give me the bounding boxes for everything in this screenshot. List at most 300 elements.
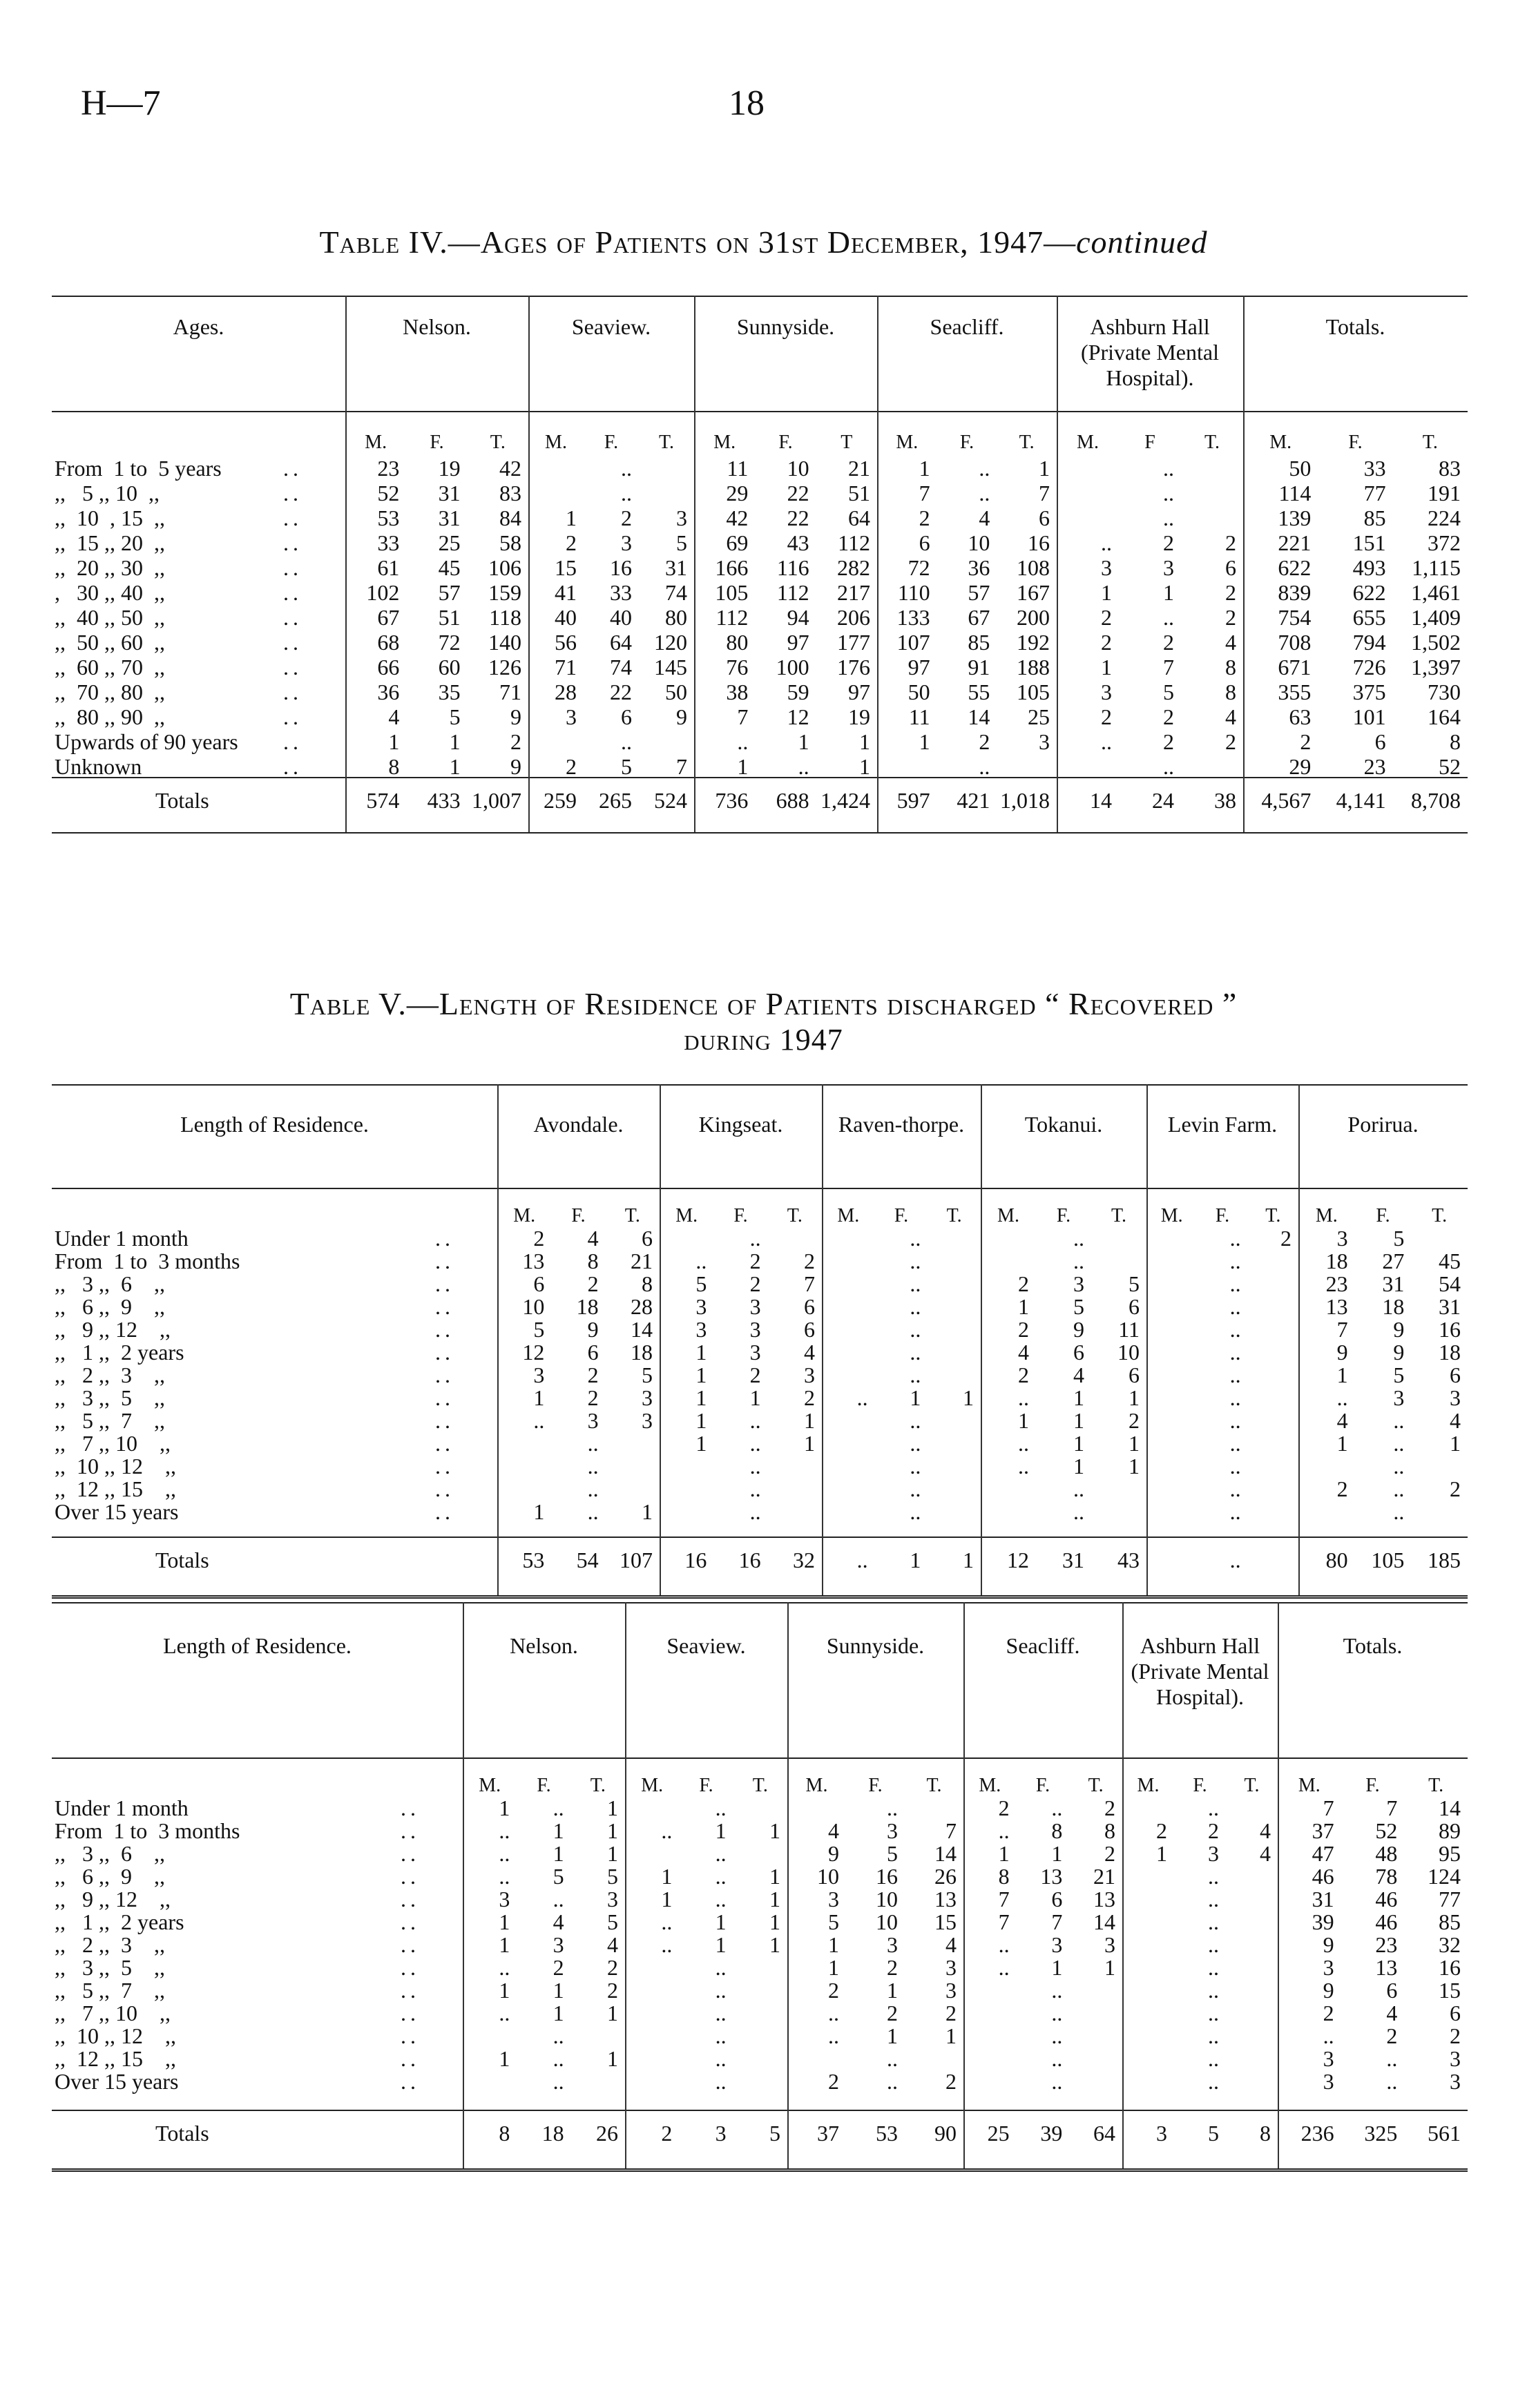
table-cell: 53 <box>377 505 400 530</box>
table-cell: .. <box>910 1408 921 1433</box>
row-label: ,, 3 ,, 6 ,, <box>55 1841 165 1866</box>
table-cell: 108 <box>1016 555 1050 580</box>
table-cell: 1 <box>1051 1841 1063 1866</box>
table-cell: 164 <box>1427 704 1461 729</box>
table-cell: 21 <box>630 1249 653 1273</box>
table-cell: 2 <box>587 1362 599 1387</box>
table-cell: .. <box>910 1317 921 1342</box>
table-cell: 3 <box>1163 555 1174 580</box>
sub-column-label: F. <box>1376 1205 1390 1226</box>
table-cell: 1 <box>910 1385 921 1410</box>
table-cell: 54 <box>1438 1271 1461 1296</box>
table-cell: 84 <box>499 505 521 530</box>
column-header: Seacliff. <box>930 314 1004 339</box>
page-number: 18 <box>729 84 765 123</box>
table-cell: 42 <box>726 505 749 530</box>
totals-cell: 3 <box>715 2121 727 2146</box>
table-cell: .. <box>1163 456 1174 481</box>
table-cell: .. <box>749 1226 761 1251</box>
sub-column-label: T. <box>1265 1205 1281 1226</box>
leader-dots: .. <box>283 456 302 481</box>
totals-cell: 5 <box>1208 2121 1219 2146</box>
table-cell: .. <box>1051 2046 1063 2071</box>
table-cell: 1 <box>533 1385 545 1410</box>
table-cell: 45 <box>438 555 461 580</box>
table-cell: 159 <box>488 580 521 605</box>
table-cell: 2 <box>803 1385 815 1410</box>
table-cell: 8 <box>641 1271 653 1296</box>
table-cell: .. <box>1336 1385 1348 1410</box>
table-cell: 1 <box>499 1932 510 1957</box>
totals-cell: 1,007 <box>471 788 521 813</box>
table-cell: 71 <box>555 655 577 680</box>
table-cell: 91 <box>968 655 990 680</box>
totals-cell: 8 <box>499 2121 510 2146</box>
totals-cell: 8,708 <box>1410 788 1461 813</box>
leader-dots: .. <box>435 1362 454 1387</box>
table-cell: 3 <box>945 1955 957 1980</box>
table-cell: 8 <box>587 1249 599 1273</box>
table-cell: .. <box>1051 2001 1063 2025</box>
totals-cell: 53 <box>876 2121 898 2146</box>
table-cell: 47 <box>1312 1841 1334 1866</box>
table-cell: 97 <box>847 680 870 704</box>
table-cell: .. <box>587 1454 599 1478</box>
table-cell: .. <box>499 1841 510 1866</box>
table-cell: 12 <box>522 1340 545 1365</box>
sub-column-label: T. <box>926 1775 942 1796</box>
table-cell: 22 <box>610 680 632 704</box>
table-cell: .. <box>1229 1476 1241 1501</box>
totals-rule <box>52 1537 1468 1538</box>
table-cell: 107 <box>896 630 930 655</box>
table-cell: 112 <box>716 605 749 630</box>
table-cell: 493 <box>1352 555 1386 580</box>
table-cell: 5 <box>641 1362 653 1387</box>
table-cell: 50 <box>1289 456 1312 481</box>
table-cell: 13 <box>1325 1294 1348 1319</box>
table-cell: 224 <box>1427 505 1461 530</box>
table-cell: .. <box>910 1431 921 1456</box>
table-cell: 6 <box>1449 1362 1461 1387</box>
table-cell: 4 <box>1225 704 1236 729</box>
table-cell: 106 <box>488 555 521 580</box>
table-cell: 12 <box>787 704 809 729</box>
table-cell: 151 <box>1352 530 1386 555</box>
table-cell: 1 <box>449 754 461 779</box>
sub-column-label: T. <box>787 1205 803 1226</box>
row-label: From 1 to 3 months <box>55 1818 240 1843</box>
table-cell: .. <box>1229 1362 1241 1387</box>
table-cell: 4 <box>979 505 990 530</box>
table-cell: .. <box>1229 1454 1241 1478</box>
totals-cell: .. <box>1229 1548 1241 1572</box>
table-cell: .. <box>499 1818 510 1843</box>
totals-cell: 37 <box>817 2121 839 2146</box>
row-label: ,, 7 ,, 10 ,, <box>55 1431 171 1456</box>
table-cell: 15 <box>934 1909 957 1934</box>
table-cell: 4 <box>1225 630 1236 655</box>
table-cell: 46 <box>1375 1909 1398 1934</box>
table-cell: 1 <box>553 2001 564 2025</box>
totals-cell: 64 <box>1093 2121 1115 2146</box>
table-cell: 14 <box>1093 1909 1115 1934</box>
totals-label: Totals <box>155 2121 209 2146</box>
table-cell: 8 <box>1225 655 1236 680</box>
table-cell: 40 <box>555 605 577 630</box>
table-cell: 7 <box>998 1887 1010 1911</box>
row-label: ,, 1 ,, 2 years <box>55 1909 184 1934</box>
leader-dots: .. <box>435 1271 454 1296</box>
table-cell: 372 <box>1427 530 1461 555</box>
table-cell: 1,409 <box>1410 605 1461 630</box>
sub-column-label: T. <box>1244 1775 1260 1796</box>
table-cell: .. <box>1229 1226 1241 1251</box>
table-cell: .. <box>715 1955 727 1980</box>
table-cell: 794 <box>1352 630 1386 655</box>
table-cell: .. <box>1073 1249 1084 1273</box>
table-cell: 3 <box>566 704 577 729</box>
table-cell: .. <box>1393 1476 1405 1501</box>
row-label: ,, 5 ,, 10 ,, <box>55 481 160 505</box>
table-cell: 839 <box>1278 580 1312 605</box>
table-cell: 50 <box>907 680 930 704</box>
table-cell: 9 <box>1073 1317 1084 1342</box>
table-cell: 83 <box>1438 456 1461 481</box>
totals-cell: 574 <box>366 788 400 813</box>
table-cell: 1 <box>919 729 930 754</box>
table-cell: .. <box>798 754 809 779</box>
leader-dots: .. <box>435 1226 454 1251</box>
table-cell: 1 <box>553 1978 564 2003</box>
table-cell: .. <box>1163 754 1174 779</box>
sub-column-label: F. <box>1365 1775 1380 1796</box>
totals-cell: 43 <box>1117 1548 1140 1572</box>
table-cell: 57 <box>968 580 990 605</box>
totals-cell: 25 <box>987 2121 1010 2146</box>
bottom-rule <box>52 2168 1468 2172</box>
table-cell: 1 <box>661 1887 673 1911</box>
top-rule <box>52 1602 1468 1603</box>
table4-title-main: Table IV.—Ages of Patients on 31st December, 1947— <box>319 224 1077 260</box>
table-cell: 1 <box>858 729 870 754</box>
table-cell: .. <box>1163 481 1174 505</box>
table-cell: 112 <box>838 530 870 555</box>
totals-cell: 18 <box>541 2121 564 2146</box>
table-cell: 1 <box>1051 1955 1063 1980</box>
table-cell: 3 <box>945 1978 957 2003</box>
column-divider <box>822 1084 823 1595</box>
column-header: Kingseat. <box>698 1112 783 1137</box>
table-cell: 25 <box>438 530 461 555</box>
table-cell: .. <box>1323 2023 1334 2048</box>
table-cell: 6 <box>587 1340 599 1365</box>
table-cell: 200 <box>1016 605 1050 630</box>
totals-cell: 53 <box>522 1548 545 1572</box>
table-cell: 4 <box>1449 1408 1461 1433</box>
table-cell: 50 <box>665 680 687 704</box>
totals-rule <box>52 2110 1468 2111</box>
table-cell: 10 <box>968 530 990 555</box>
table-cell: 2 <box>1225 530 1236 555</box>
table-cell: 1 <box>388 729 400 754</box>
leader-dots: .. <box>435 1249 454 1273</box>
table-cell: 1,502 <box>1410 630 1461 655</box>
totals-cell: 433 <box>427 788 461 813</box>
leader-dots: .. <box>435 1294 454 1319</box>
leader-dots: .. <box>401 1841 420 1866</box>
table-cell: 124 <box>1427 1864 1461 1889</box>
column-header: Seaview. <box>571 314 651 339</box>
table-cell: 1 <box>1129 1431 1140 1456</box>
table-cell: 1 <box>1156 1841 1167 1866</box>
table-cell: 23 <box>1325 1271 1348 1296</box>
table-cell: 41 <box>555 580 577 605</box>
table-cell: 8 <box>998 1864 1010 1889</box>
table-cell: .. <box>1393 1408 1405 1433</box>
table-cell: 2 <box>1280 1226 1291 1251</box>
table-cell: 1 <box>1038 456 1050 481</box>
table-cell: 2 <box>1163 530 1174 555</box>
table-cell: 1 <box>945 2023 957 2048</box>
table-cell: 21 <box>1093 1864 1115 1889</box>
table-cell: 3 <box>1323 2046 1334 2071</box>
header-rule <box>52 1757 1468 1759</box>
table-cell: 13 <box>1093 1887 1115 1911</box>
table-cell: 5 <box>828 1909 839 1934</box>
table-cell: .. <box>749 1431 761 1456</box>
table-cell: 6 <box>1386 1978 1398 2003</box>
row-label: ,, 12 ,, 15 ,, <box>55 1476 176 1501</box>
sub-column-label: T. <box>590 1775 606 1796</box>
table-cell: 16 <box>1027 530 1050 555</box>
table-cell: 1 <box>499 1795 510 1820</box>
table-cell: .. <box>587 1499 599 1524</box>
table-cell: 13 <box>1040 1864 1063 1889</box>
table-cell: .. <box>661 1932 673 1957</box>
table4-title-italic: continued <box>1076 224 1208 260</box>
table-cell: 2 <box>1156 1818 1167 1843</box>
leader-dots: .. <box>401 1887 420 1911</box>
table-cell: 3 <box>749 1317 761 1342</box>
column-header: Raven-thorpe. <box>838 1112 965 1137</box>
table-cell: 85 <box>968 630 990 655</box>
table-cell: 1 <box>449 729 461 754</box>
table-cell: .. <box>1229 1408 1241 1433</box>
table-cell: 1 <box>641 1499 653 1524</box>
table-cell: .. <box>1018 1454 1029 1478</box>
sub-column-label: T. <box>1019 432 1035 453</box>
table-cell: .. <box>1386 2069 1398 2094</box>
totals-cell: 31 <box>1062 1548 1084 1572</box>
table-cell: .. <box>587 1476 599 1501</box>
table-cell: 1 <box>803 1431 815 1456</box>
table5-title <box>0 986 1527 1057</box>
totals-cell: 26 <box>595 2121 618 2146</box>
table-cell: 77 <box>1438 1887 1461 1911</box>
leader-dots: .. <box>283 680 302 704</box>
table-cell: .. <box>1073 1499 1084 1524</box>
table-cell: 74 <box>665 580 687 605</box>
table-cell: 1 <box>737 754 749 779</box>
table-cell: .. <box>749 1476 761 1501</box>
table-cell: 1 <box>695 1408 707 1433</box>
table-cell: 5 <box>1393 1226 1405 1251</box>
table-cell: 14 <box>934 1841 957 1866</box>
totals-cell: 265 <box>599 788 632 813</box>
totals-cell: 16 <box>738 1548 761 1572</box>
column-header: Sunnyside. <box>736 314 835 339</box>
sub-column-label: F. <box>868 1775 883 1796</box>
table-cell: 1 <box>828 1932 839 1957</box>
table-cell: .. <box>715 1887 727 1911</box>
table-cell: .. <box>1229 1340 1241 1365</box>
sub-column-label: T. <box>1204 432 1220 453</box>
sub-column-label: T. <box>490 432 506 453</box>
totals-cell: 4,567 <box>1261 788 1312 813</box>
table-cell: 29 <box>1289 754 1312 779</box>
table-cell: 2 <box>1449 2023 1461 2048</box>
sub-column-label: M. <box>1137 1775 1160 1796</box>
table-cell: 3 <box>553 1932 564 1957</box>
table-cell: 83 <box>499 481 521 505</box>
leader-dots: .. <box>401 1978 420 2003</box>
totals-cell: 185 <box>1427 1548 1461 1572</box>
table-cell: 46 <box>1375 1887 1398 1911</box>
leader-dots: .. <box>401 1909 420 1934</box>
leader-dots: .. <box>401 1818 420 1843</box>
table-cell: 4 <box>1260 1818 1271 1843</box>
table-cell: .. <box>621 729 632 754</box>
sub-column-label: M. <box>513 1205 536 1226</box>
table-cell: 7 <box>1386 1795 1398 1820</box>
sub-column-label: T. <box>1432 1205 1448 1226</box>
table-cell: 10 <box>1117 1340 1140 1365</box>
totals-cell: 107 <box>619 1548 653 1572</box>
table-cell: 1 <box>533 1499 545 1524</box>
table-cell: 1 <box>858 754 870 779</box>
table-cell: 9 <box>676 704 687 729</box>
table-cell: 18 <box>1382 1294 1405 1319</box>
row-label: , 30 ,, 40 ,, <box>55 580 165 605</box>
table-cell: 2 <box>1101 605 1112 630</box>
table-cell: 1,115 <box>1412 555 1461 580</box>
table-cell: 1 <box>1101 580 1112 605</box>
table-cell: 52 <box>377 481 400 505</box>
table-cell: 3 <box>887 1818 898 1843</box>
table-cell: .. <box>533 1408 545 1433</box>
table-cell: 2 <box>566 754 577 779</box>
table-cell: 21 <box>847 456 870 481</box>
table-cell: 58 <box>499 530 521 555</box>
table-cell: 622 <box>1278 555 1312 580</box>
table-cell: 2 <box>533 1226 545 1251</box>
totals-cell: 54 <box>576 1548 599 1572</box>
column-header: Totals. <box>1343 1633 1403 1658</box>
column-header: Nelson. <box>403 314 471 339</box>
table-cell: 7 <box>676 754 687 779</box>
sub-column-label: M. <box>1298 1775 1320 1796</box>
totals-cell: 524 <box>654 788 687 813</box>
row-label: ,, 9 ,, 12 ,, <box>55 1317 171 1342</box>
table-cell: 89 <box>1438 1818 1461 1843</box>
sub-column-label: F. <box>959 432 974 453</box>
table-cell: 708 <box>1278 630 1312 655</box>
table-cell: 1 <box>749 1385 761 1410</box>
table-cell: 94 <box>787 605 809 630</box>
table-cell: .. <box>1073 1476 1084 1501</box>
column-header: Porirua. <box>1347 1112 1419 1137</box>
table-cell: 2 <box>945 2001 957 2025</box>
table-cell: .. <box>910 1271 921 1296</box>
table-cell: 282 <box>836 555 870 580</box>
row-label: ,, 6 ,, 9 ,, <box>55 1294 165 1319</box>
table-cell: 177 <box>836 630 870 655</box>
table-cell: .. <box>1163 505 1174 530</box>
table-cell: 3 <box>1323 2069 1334 2094</box>
table-cell: 1 <box>919 456 930 481</box>
row-label: Over 15 years <box>55 2069 179 2094</box>
top-rule <box>52 1084 1468 1086</box>
table-cell: 754 <box>1278 605 1312 630</box>
table-cell: 2 <box>1018 1362 1029 1387</box>
table-cell: .. <box>499 2001 510 2025</box>
table-cell: .. <box>910 1362 921 1387</box>
table-cell: 14 <box>630 1317 653 1342</box>
table-cell: 8 <box>388 754 400 779</box>
table-cell: 6 <box>641 1226 653 1251</box>
table-cell: .. <box>910 1249 921 1273</box>
table-cell: 622 <box>1352 580 1386 605</box>
table-cell: 3 <box>621 530 632 555</box>
totals-cell: 1 <box>910 1548 921 1572</box>
table-cell: 3 <box>749 1340 761 1365</box>
table-cell: 191 <box>1427 481 1461 505</box>
table-cell: 5 <box>449 704 461 729</box>
table-cell: 192 <box>1016 630 1050 655</box>
table-cell: 11 <box>1118 1317 1140 1342</box>
row-label: ,, 15 ,, 20 ,, <box>55 530 165 555</box>
table-cell: 2 <box>1129 1408 1140 1433</box>
table-cell: 206 <box>836 605 870 630</box>
table-cell: 2 <box>828 2069 839 2094</box>
table-cell: 5 <box>695 1271 707 1296</box>
totals-cell: 105 <box>1371 1548 1405 1572</box>
table-cell: 1 <box>606 1841 618 1866</box>
table-cell: 1 <box>553 1841 564 1866</box>
table-cell: .. <box>1208 1932 1219 1957</box>
sub-column-label: M. <box>1160 1205 1183 1226</box>
table-cell: 1 <box>566 505 577 530</box>
table-cell: 1 <box>769 1864 780 1889</box>
table-cell: 74 <box>610 655 632 680</box>
table-cell: 671 <box>1278 655 1312 680</box>
table-cell: 16 <box>1438 1317 1461 1342</box>
table-cell: .. <box>887 2069 898 2094</box>
totals-cell: 8 <box>1260 2121 1271 2146</box>
totals-cell: 2 <box>661 2121 673 2146</box>
column-header: Seacliff. <box>1006 1633 1080 1658</box>
table-cell: 8 <box>1225 680 1236 704</box>
table-cell: 3 <box>1449 2046 1461 2071</box>
sub-column-label: T. <box>752 1775 768 1796</box>
leader-dots: .. <box>283 555 302 580</box>
table-cell: 68 <box>377 630 400 655</box>
table-cell: 15 <box>555 555 577 580</box>
totals-cell: 259 <box>544 788 577 813</box>
table-cell: .. <box>1208 2046 1219 2071</box>
table-cell: .. <box>587 1431 599 1456</box>
